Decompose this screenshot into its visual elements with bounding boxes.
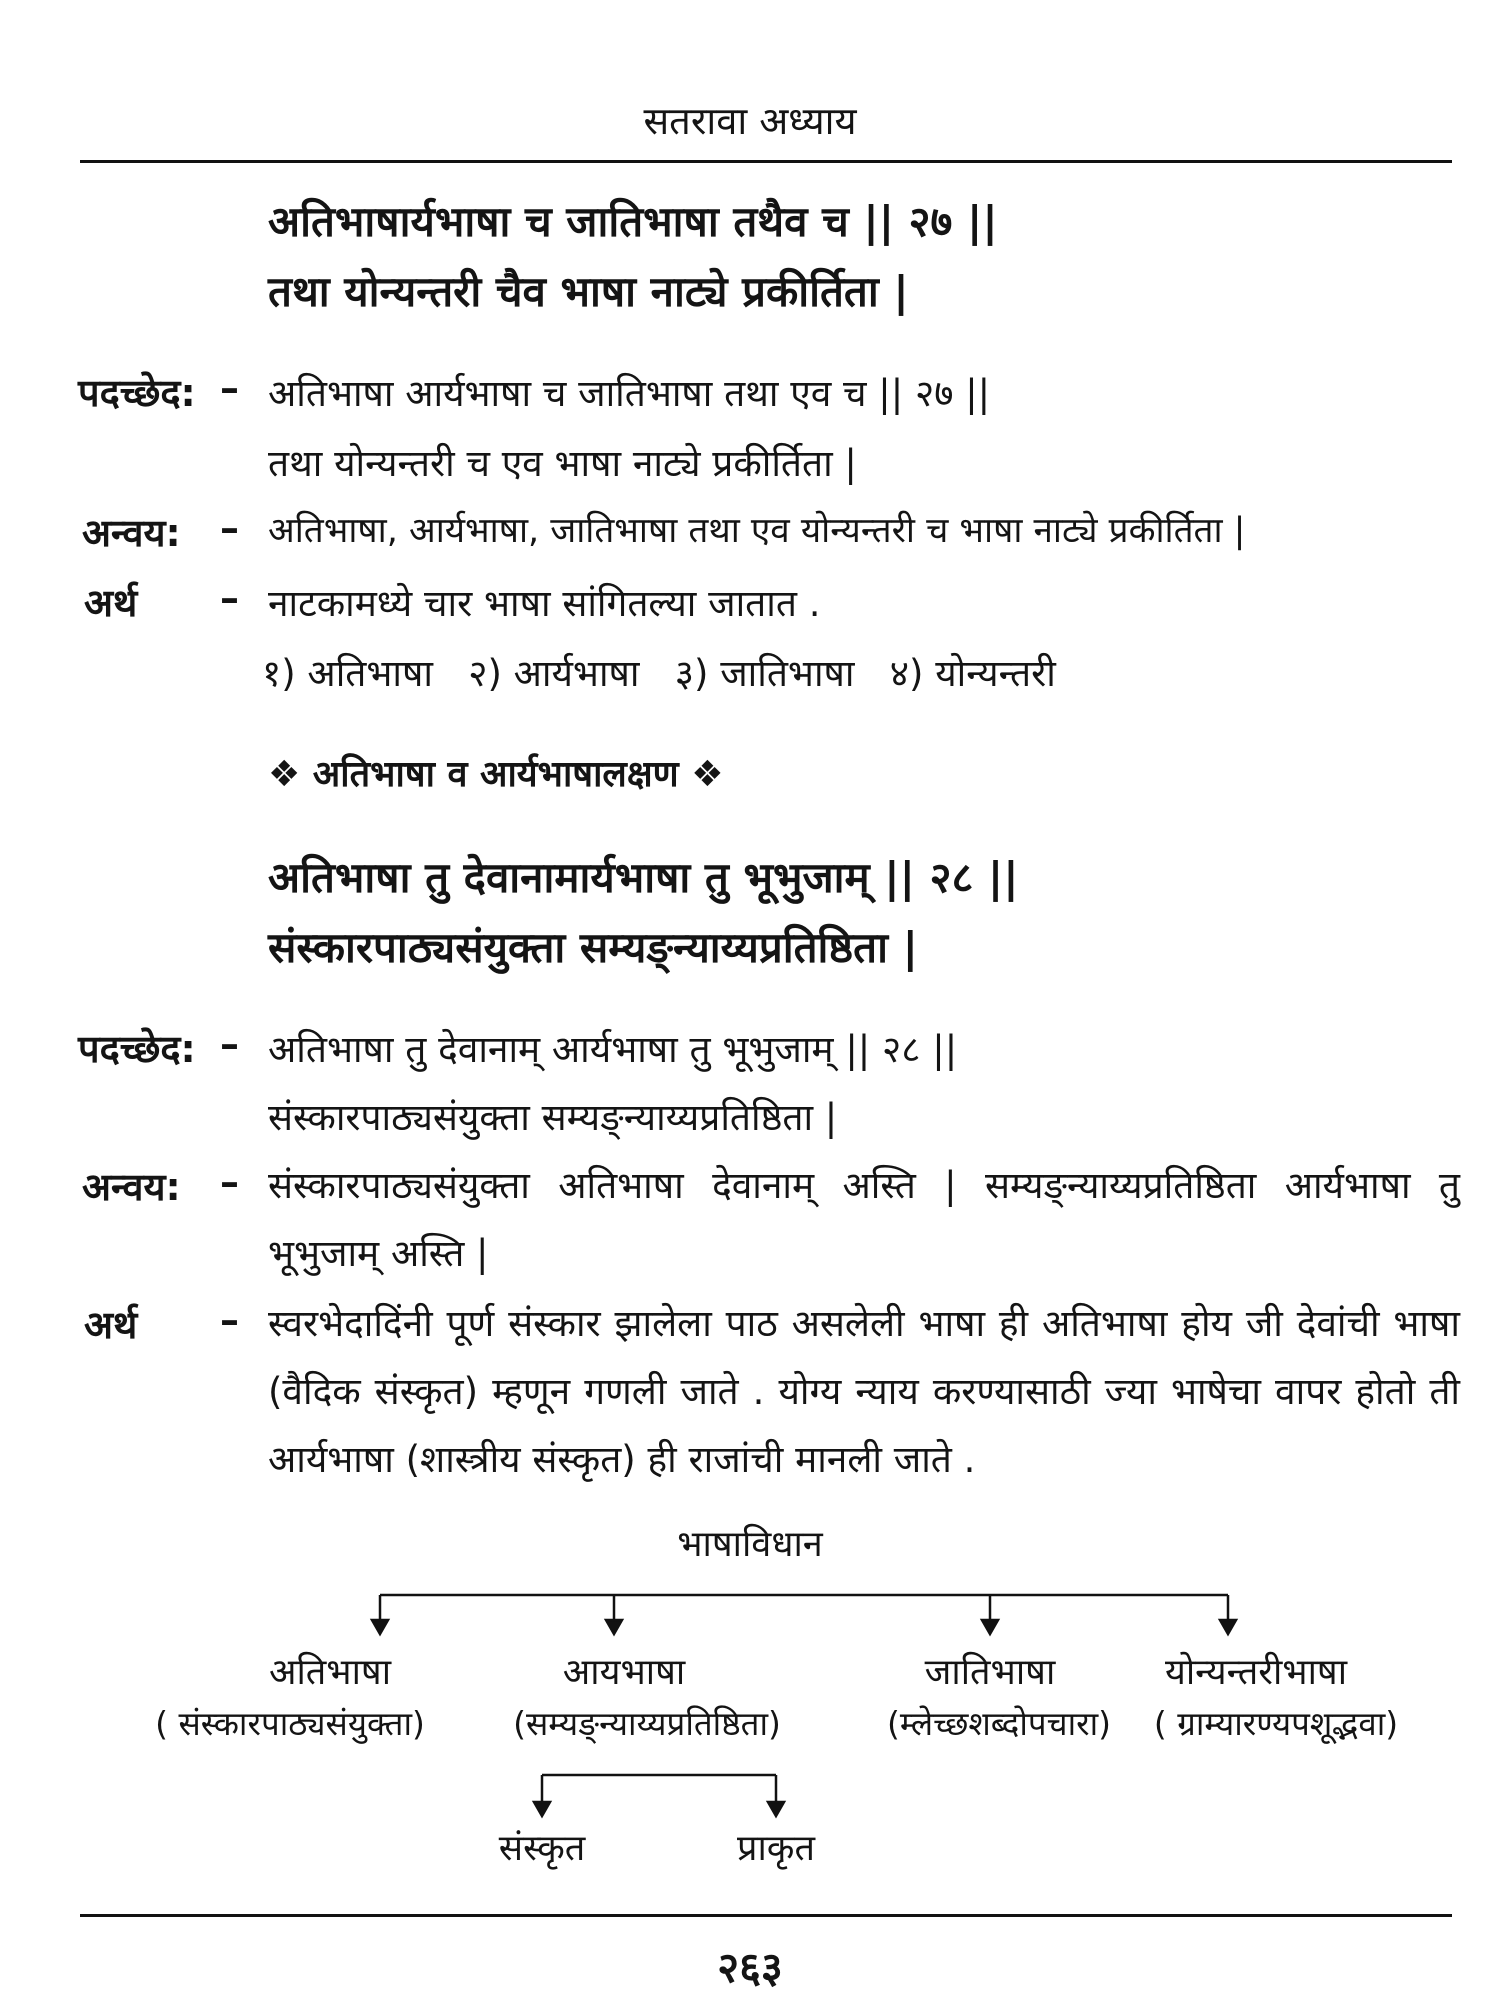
artha-label: अर्थ [84,581,138,625]
tree-child-name: अतिभाषा [268,1652,392,1693]
chapter-title: सतरावा अध्याय [643,99,857,143]
artha-line-1: नाटकामध्ये चार भाषा सांगितल्या जातात . [268,582,821,625]
padaccheda-dash: – [220,366,239,410]
artha-dash: – [220,576,239,620]
verse-27-line-1: अतिभाषार्यभाषा च जातिभाषा तथैव च || २७ || [268,197,998,246]
tree-child-sub: (म्लेच्छशब्दोपचारा) [886,1704,1112,1743]
padaccheda-2-dash: – [220,1022,239,1066]
tree-child-sub: (सम्यङ्न्याय्यप्रतिष्ठिता) [513,1704,781,1743]
arrow-down-icon [768,1802,784,1816]
padaccheda-2-label: पदच्छेद: [78,1027,196,1071]
arrow-down-icon [534,1802,550,1816]
arrow-down-icon [1220,1620,1236,1634]
padaccheda-2-line-1: अतिभाषा तु देवानाम् आर्यभाषा तु भूभुजाम् || २८ || [268,1028,958,1071]
verse-28-line-1: अतिभाषा तु देवानामार्यभाषा तु भूभुजाम् || २८ || [268,853,1019,902]
anvaya-2-dash: – [220,1160,239,1204]
padaccheda-line-2: तथा योन्यन्तरी च एव भाषा नाट्ये प्रकीर्तिता | [268,442,857,485]
arrow-down-icon [606,1620,622,1634]
anvaya-2-label: अन्वय: [82,1165,181,1209]
tree-child-name: जातिभाषा [924,1652,1056,1693]
artha-2-dash: – [220,1298,239,1342]
tree-child-sub: ( संस्कारपाठ्यसंयुक्ता) [155,1704,425,1743]
tree-child-name: योन्यन्तरीभाषा [1164,1652,1348,1693]
anvaya-text: अतिभाषा, आर्यभाषा, जातिभाषा तथा एव योन्यन्तरी च भाषा नाट्ये प्रकीर्तिता | [268,511,1246,551]
tree-grandchild: संस्कृत [498,1828,586,1869]
section-subheading: ❖ अतिभाषा व आर्यभाषालक्षण ❖ [268,754,724,795]
arrow-down-icon [982,1620,998,1634]
anvaya-label: अन्वय: [82,511,181,555]
tree-root-label: भाषाविधान [677,1524,823,1565]
artha-line-2: १) अतिभाषा २) आर्यभाषा ३) जातिभाषा ४) योन्यन्तरी [262,652,1056,695]
verse-28-line-2: संस्कारपाठ्यसंयुक्ता सम्यङ्न्याय्यप्रतिष्ठिता | [268,923,918,972]
tree-child-sub: ( ग्राम्यारण्यपशूद्भवा) [1153,1704,1399,1743]
tree-child-name: आयभाषा [562,1652,686,1693]
verse-27-line-2: तथा योन्यन्तरी चैव भाषा नाट्ये प्रकीर्तिता | [268,267,909,316]
artha-2-text: स्वरभेदादिंनी पूर्ण संस्कार झालेला पाठ असलेली भाषा ही अतिभाषा होय जी देवांची भाषा (वैदिक संस्कृत) म्हणून गणली जाते . योग्य न्याय करण्यासाठी ज्या भाषेचा वापर होतो ती आर्यभाषा (शास्त्रीय संस्कृत) ही राजांची मानली जाते . [268,1302,1460,1481]
footer-rule [80,1914,1452,1917]
arrow-down-icon [372,1620,388,1634]
anvaya-2-text: संस्कारपाठ्यसंयुक्ता अतिभाषा देवानाम् अस्ति | सम्यङ्न्याय्यप्रतिष्ठिता आर्यभाषा तु भूभुजाम् अस्ति | [268,1164,1460,1275]
padaccheda-2-line-2: संस्कारपाठ्यसंयुक्ता सम्यङ्न्याय्यप्रतिष्ठिता | [268,1096,838,1139]
padaccheda-line-1: अतिभाषा आर्यभाषा च जातिभाषा तथा एव च || २७ || [268,372,991,415]
padaccheda-label: पदच्छेद: [78,371,196,415]
page-number: २६३ [717,1943,783,1992]
anvaya-dash: – [220,506,239,550]
tree-grandchild: प्राकृत [737,1828,815,1869]
artha-2-label: अर्थ [84,1303,138,1347]
